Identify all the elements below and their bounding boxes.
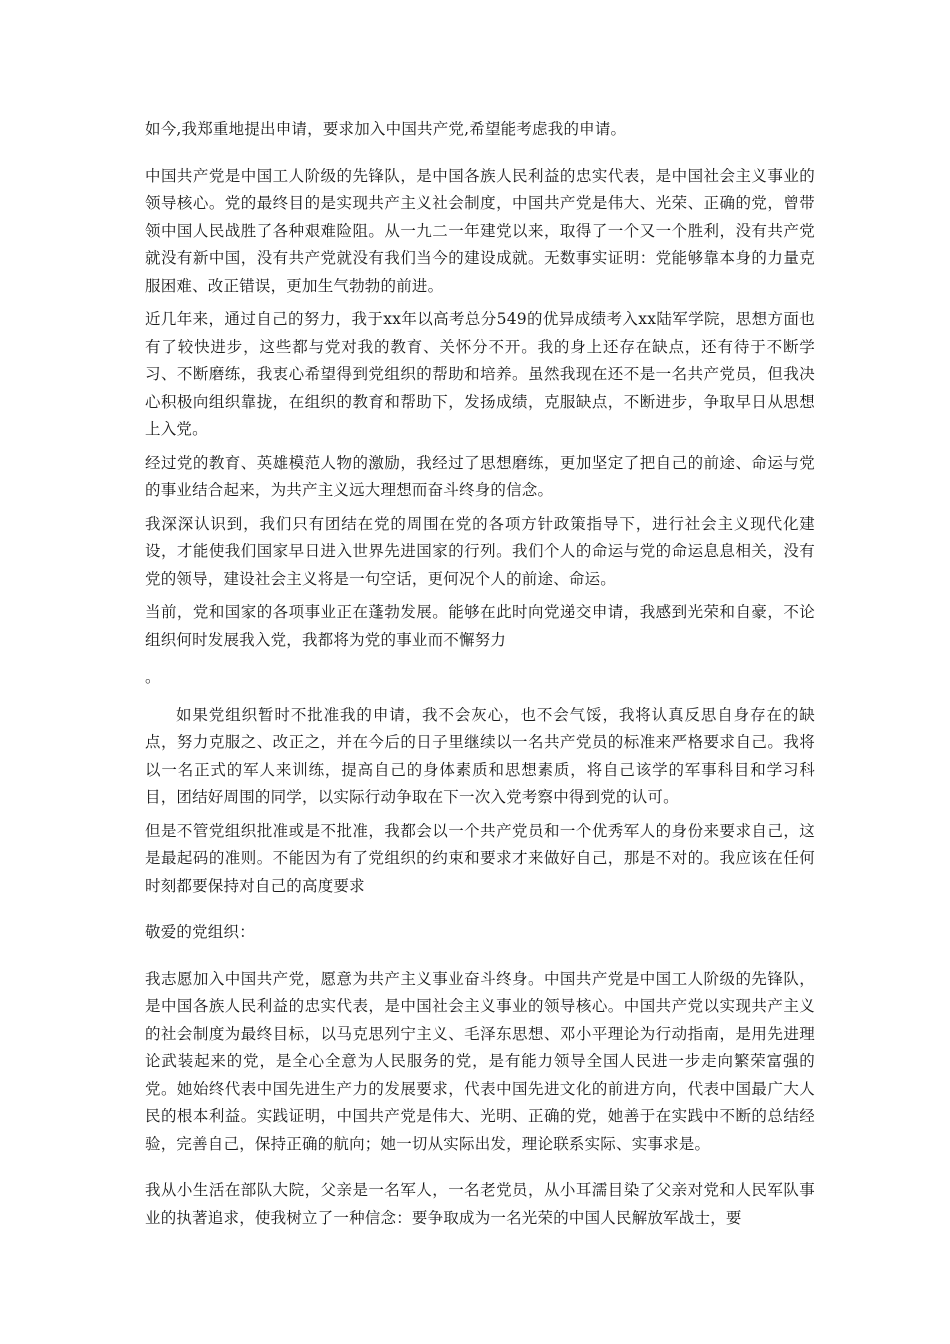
paragraph-personal-progress: 近几年来，通过自己的努力，我于xx年以高考总分549的优异成绩考入xx陆军学院，思想方面也有了较快进步，这些都与党对我的教育、关怀分不开。我的身上还存在缺点，还有待于不断学习、不断磨练，我衷心希望得到党组织的帮助和培养。虽然我现在还不是一名共产党员，但我决心积极向组织靠拢，在组织的教育和帮助下，发扬成绩，克服缺点，不断进步，争取早日从思想上入党。 bbox=[145, 310, 815, 438]
paragraph-socialist-construction: 我深深认识到，我们只有团结在党的周围在党的各项方针政策指导下，进行社会主义现代化建设，才能使我们国家早日进入世界先进国家的行列。我们个人的命运与党的命运息息相关，没有党的领导，建设社会主义将是一句空话，更何况个人的前途、命运。 bbox=[145, 514, 815, 588]
paragraph-party-nature: 中国共产党是中国工人阶级的先锋队，是中国各族人民利益的忠实代表，是中国社会主义事业的领导核心。党的最终目的是实现共产主义社会制度，中国共产党是伟大、光荣、正确的党，曾带领中国人民战胜了各种艰难险阻。从一九二一年建党以来，取得了一个又一个胜利，没有共产党就没有新中国，没有共产党就没有我们当今的建设成就。无数事实证明：党能够靠本身的力量克服困难、改正错误，更加生气勃勃的前进。 bbox=[145, 166, 815, 295]
paragraph-military-upbringing: 我从小生活在部队大院，父亲是一名军人，一名老党员，从小耳濡目染了父亲对党和人民军队事业的执著追求，使我树立了一种信念：要争取成为一名光荣的中国人民解放军战士，要 bbox=[145, 1181, 815, 1227]
paragraph-volunteer-join: 我志愿加入中国共产党，愿意为共产主义事业奋斗终身。中国共产党是中国工人阶级的先锋队，是中国各族人民利益的忠实代表，是中国社会主义事业的领导核心。中国共产党以实现共产主义的社会制度为最终目标，以马克思列宁主义、毛泽东思想、邓小平理论为行动指南，是用先进理论武装起来的党，是全心全意为人民服务的党，是有能力领导全国人民进一步走向繁荣富强的党。她始终代表中国先进生产力的发展要求，代表中国先进文化的前进方向，代表中国最广大人民的根本利益。实践证明，中国共产党是伟大、光明、正确的党，她善于在实践中不断的总结经验，完善自己，保持正确的航向；她一切从实际出发，理论联系实际、实事求是。 bbox=[145, 969, 815, 1153]
paragraph-self-requirement: 但是不管党组织批准或是不批准，我都会以一个共产党员和一个优秀军人的身份来要求自己，这是最起码的准则。不能因为有了党组织的约束和要求才来做好自己，那是不对的。我应该在任何时刻都要保持对自己的高度要求 bbox=[145, 821, 815, 895]
document-body bbox=[145, 116, 815, 1232]
paragraph-education-conviction: 经过党的教育、英雄模范人物的激励，我经过了思想磨练，更加坚定了把自己的前途、命运与党的事业结合起来，为共产主义远大理想而奋斗终身的信念。 bbox=[145, 453, 815, 499]
paragraph-salutation: 敬爱的党组织： bbox=[145, 923, 255, 941]
paragraph-application-statement: 如今,我郑重地提出申请，要求加入中国共产党,希望能考虑我的申请。 bbox=[145, 120, 627, 138]
paragraph-period-line: 。 bbox=[145, 668, 161, 686]
paragraph-if-not-approved: 如果党组织暂时不批准我的申请，我不会灰心，也不会气馁，我将认真反思自身存在的缺点，努力克服之、改正之，并在今后的日子里继续以一名共产党员的标准来严格要求自己。我将以一名正式的军人来训练，提高自己的身体素质和思想素质，将自己该学的军事科目和学习科目，团结好周围的同学，以实际行动争取在下一次入党考察中得到党的认可。 bbox=[145, 705, 815, 806]
paragraph-current-development: 当前，党和国家的各项事业正在蓬勃发展。能够在此时向党递交申请，我感到光荣和自豪，不论组织何时发展我入党，我都将为党的事业而不懈努力 bbox=[145, 603, 815, 649]
